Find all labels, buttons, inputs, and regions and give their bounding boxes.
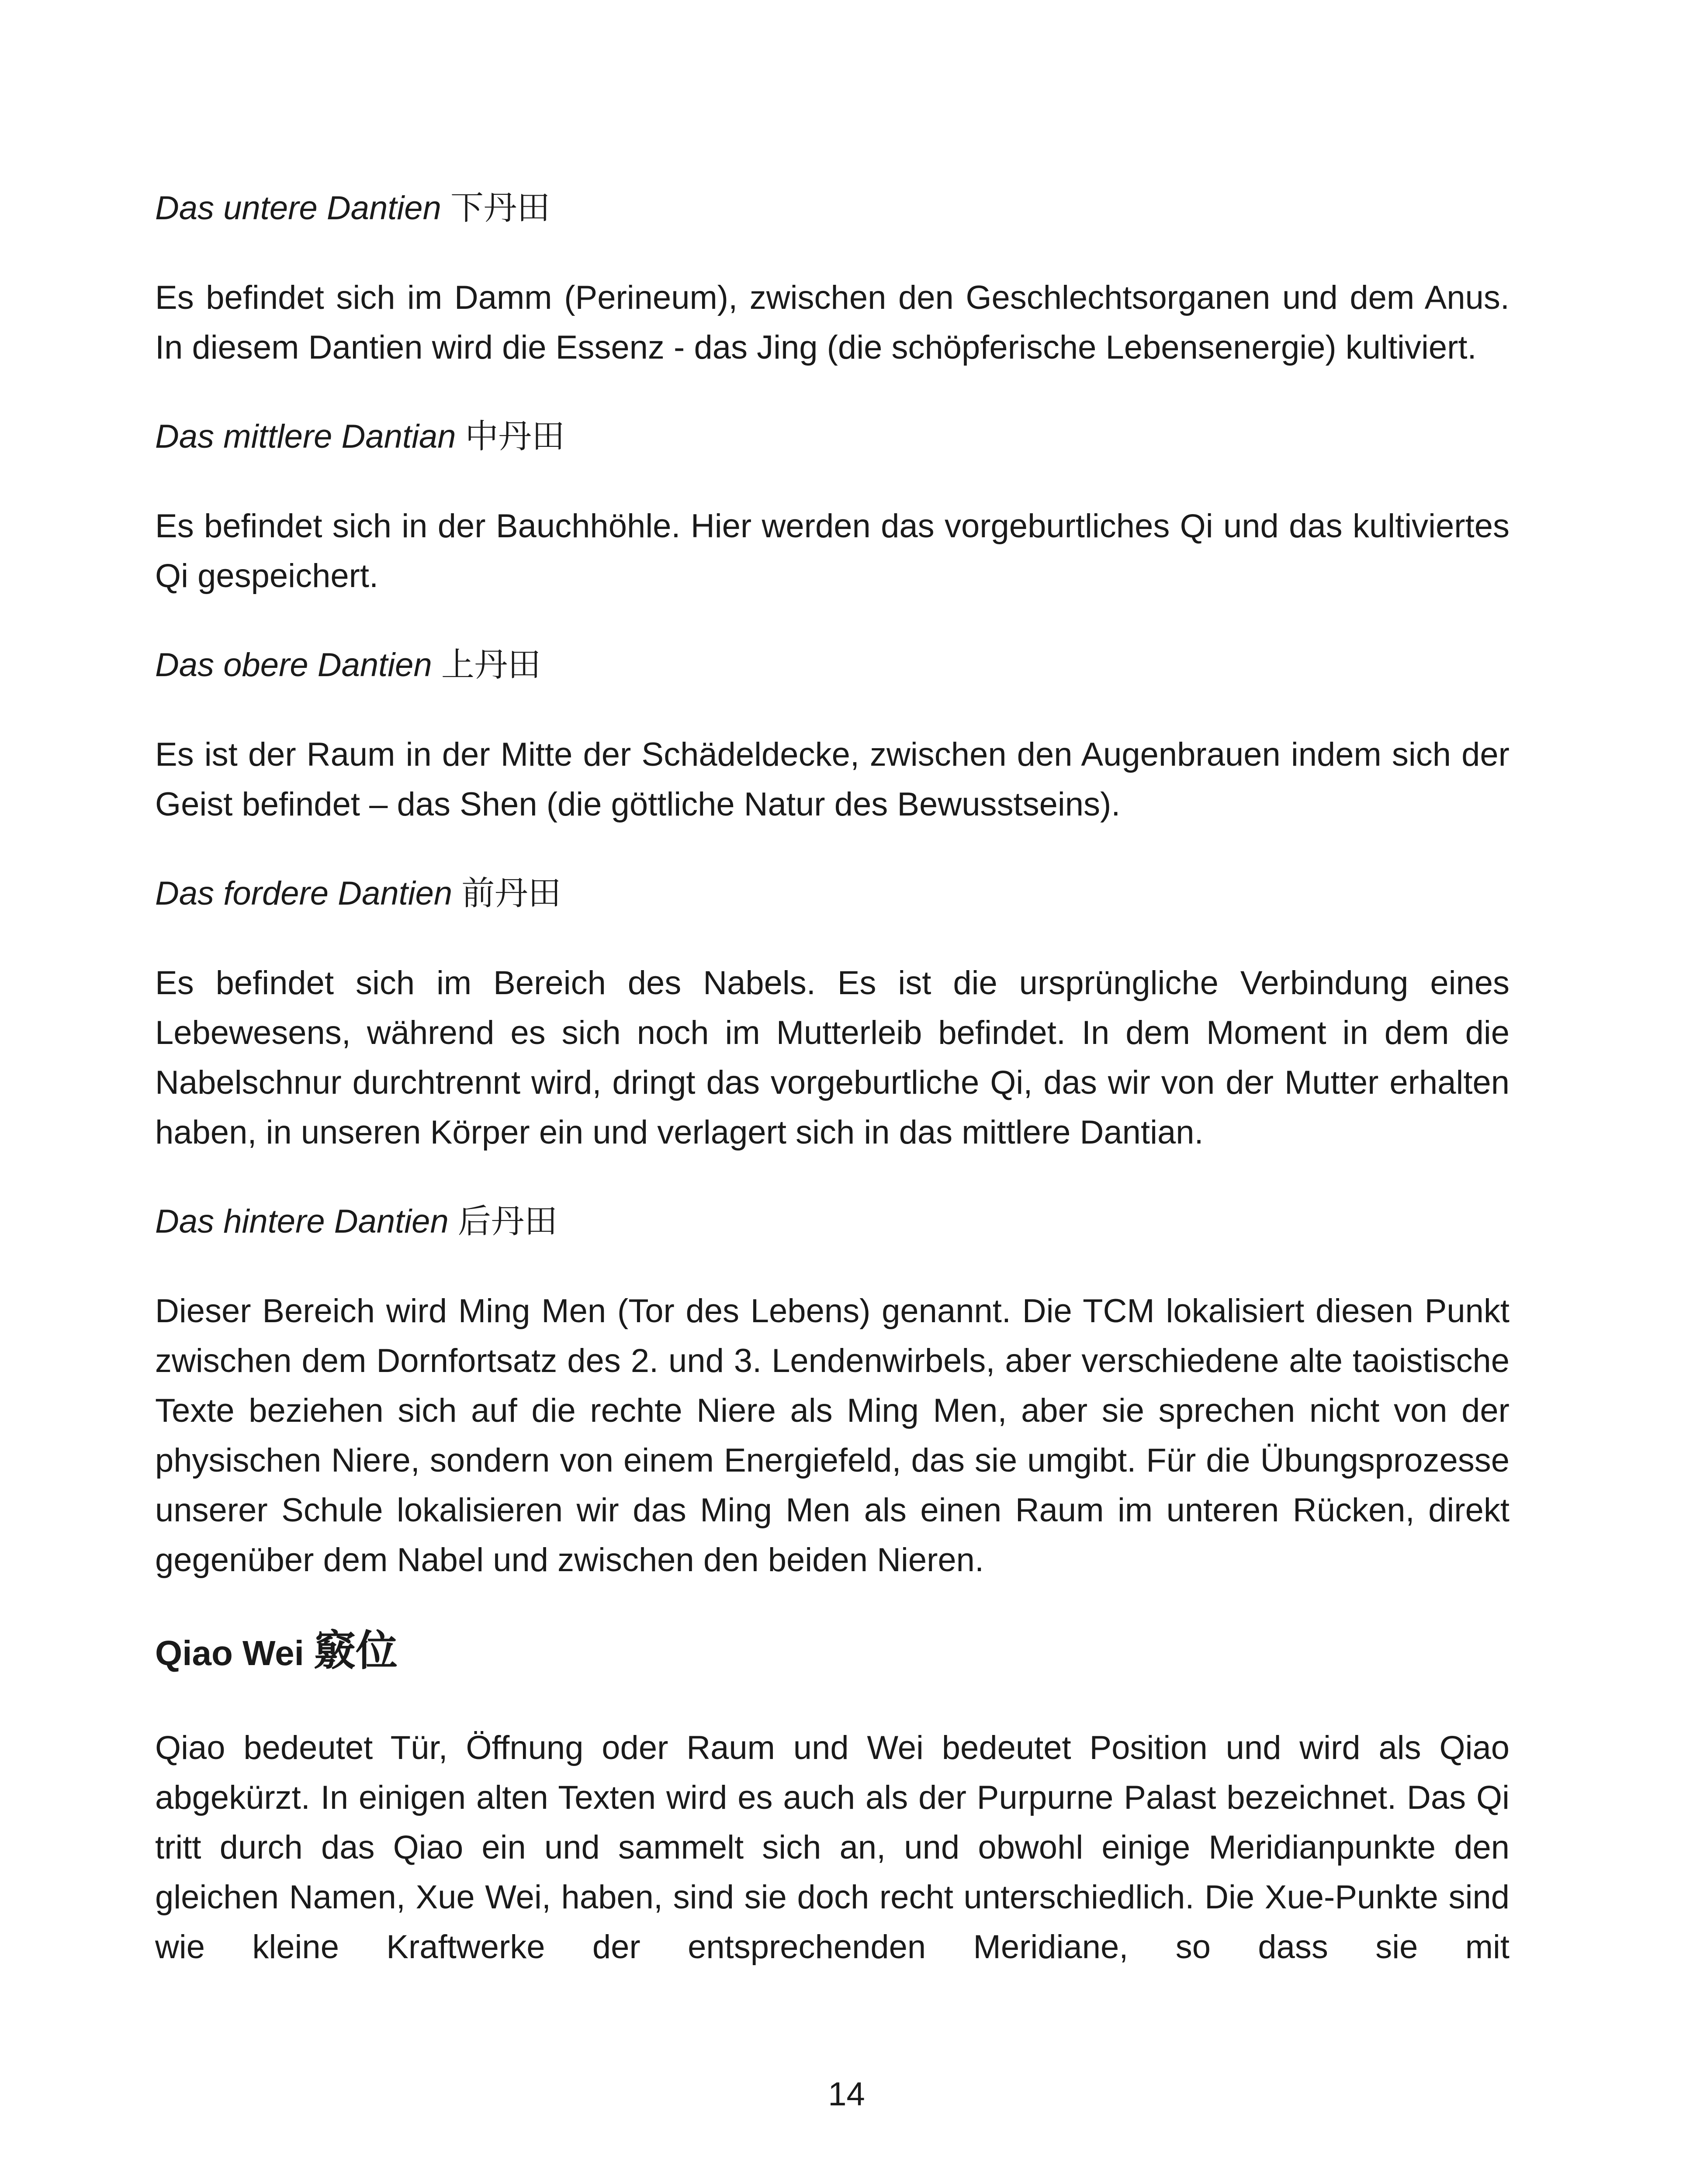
paragraph-front-dantien: Es befindet sich im Bereich des Nabels. Es ist die ursprüngliche Verbindung eines Lebewesens, während es sich noch im Mutterleib befindet. In dem Moment in dem die Nabelschnur durchtrennt wird, dringt das vorgeburtliche Qi, das wir von der Mutter erhalten haben, in unseren Körper ein und verlagert sich in das mittlere Dantian. (155, 964, 1510, 1151)
subheading-cjk: 中丹田 (465, 417, 565, 456)
subheading-middle-dantian (155, 412, 1510, 461)
paragraph-lower-dantien: Es befindet sich im Damm (Perineum), zwischen den Geschlechtsorganen und dem Anus. In diesem Dantien wird die Essenz - das Jing (die schöpferische Lebensenergie) kultiviert. (155, 279, 1510, 366)
subheading-cjk: 后丹田 (457, 1202, 557, 1241)
paragraph-rear-dantien: Dieser Bereich wird Ming Men (Tor des Lebens) genannt. Die TCM lokalisiert diesen Punkt zwischen dem Dornfortsatz des 2. und 3. Lendenwirbels, aber verschiedene alte taoistische Texte beziehen sich auf die rechte Niere als Ming Men, aber sie sprechen nicht von der physischen Niere, sondern von einem Energiefeld, das sie umgibt. Für die Übungsprozesse unserer Schule lokalisieren wir das Ming Men als einen Raum im unteren Rücken, direkt gegenüber dem Nabel und zwischen den beiden Nieren. (155, 1292, 1510, 1579)
section-heading-text: Qiao Wei (155, 1634, 304, 1673)
subheading-text: Das fordere Dantien (155, 875, 453, 912)
subheading-text: Das hintere Dantien (155, 1203, 449, 1240)
subheading-front-dantien (155, 869, 1510, 918)
subheading-text: Das obere Dantien (155, 646, 432, 684)
subheading-rear-dantien (155, 1197, 1510, 1246)
paragraph-upper-dantien: Es ist der Raum in der Mitte der Schädeldecke, zwischen den Augenbrauen indem sich der Geist befindet – das Shen (die göttliche Natur des Bewusstseins). (155, 736, 1510, 823)
subheading-cjk: 前丹田 (461, 874, 561, 912)
page-content (155, 183, 1510, 1972)
subheading-lower-dantien (155, 183, 1510, 233)
section-heading-cjk: 竅位 (314, 1626, 398, 1675)
subheading-text: Das untere Dantien (155, 190, 441, 227)
page-number: 14 (828, 2076, 865, 2113)
paragraph-qiao-wei: Qiao bedeutet Tür, Öffnung oder Raum und Wei bedeutet Position und wird als Qiao abgekürzt. In einigen alten Texten wird es auch als der Purpurne Palast bezeichnet. Das Qi tritt durch das Qiao ein und sammelt sich an, und obwohl einige Meridianpunkte den gleichen Namen, Xue Wei, haben, sind sie doch recht unterschiedlich. Die Xue-Punkte sind wie kleine Kraftwerke der entsprechenden Meridiane, so dass sie mit (155, 1729, 1510, 1966)
section-heading-qiao-wei (155, 1624, 1510, 1679)
subheading-text: Das mittlere Dantian (155, 418, 456, 455)
subheading-cjk: 上丹田 (441, 645, 541, 684)
subheading-cjk: 下丹田 (450, 188, 550, 227)
paragraph-middle-dantian: Es befindet sich in der Bauchhöhle. Hier werden das vorgeburtliches Qi und das kultiviertes Qi gespeichert. (155, 508, 1510, 594)
subheading-upper-dantien (155, 640, 1510, 690)
